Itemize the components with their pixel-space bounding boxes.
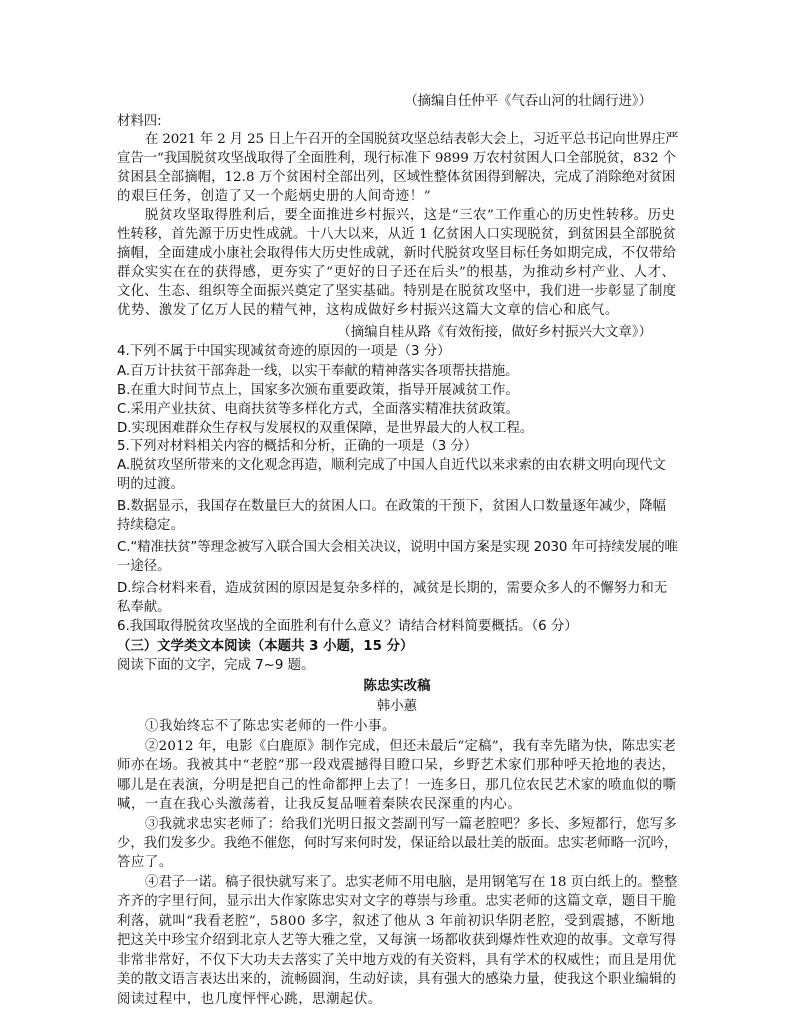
question-4-stem: 4.下列不属于中国实现减贫奇迹的原因的一项是（3 分） xyxy=(117,344,451,359)
paragraph-line: 哪儿是在表演，分明是把自己的性命都押上去了！一连多日，那几位农民艺术家的喷血似的嘶 xyxy=(117,778,677,793)
paragraph-line: 性转移，首先源于历史性成就。十八大以来，从近 1 亿贫困人口实现脱贫，到贫困县全部脱贫 xyxy=(117,227,677,242)
section-3-instruction: 阅读下面的文字，完成 7~9 题。 xyxy=(117,658,315,673)
question-4-option-d: D.实现困难群众生存权与发展权的双重保障，是世界最大的人权工程。 xyxy=(117,421,534,436)
paragraph-line: ②2012 年，电影《白鹿原》制作完成，但还未最后“定稿”，我有幸先睹为快，陈忠实老 xyxy=(145,739,677,754)
article-author: 韩小蕙 xyxy=(376,699,418,714)
question-5-option-d: D.综合材料来看，造成贫困的原因是复杂多样的，减贫是长期的，需要众多人的不懈努力和无 xyxy=(117,581,668,596)
source-citation-material-4: （摘编自桂从路《有效衔接，做好乡村振兴大文章》） xyxy=(337,325,652,340)
question-5-option-c: C.“精准扶贫”等理念被写入联合国大会相关决议，说明中国方案是实现 2030 年可持续发展的唯 xyxy=(117,540,678,555)
question-5-option-c-cont: 一途径。 xyxy=(117,559,171,574)
paragraph-line: 优势、激发了亿万人民的精气神，这构成做好乡村振兴这篇大文章的信心和底气。 xyxy=(117,303,619,318)
question-4-option-a: A.百万计扶贫干部奔赴一线，以实干奉献的精神落实各项帮扶措施。 xyxy=(117,364,519,379)
question-5-option-a-cont: 明的过渡。 xyxy=(117,477,184,492)
question-5-option-b: B.数据显示，我国存在数量巨大的贫困人口。在政策的干预下，贫困人口数量逐年减少，降幅 xyxy=(117,499,667,514)
paragraph-line: 美的散文语言表达出来的，流畅圆润，生动好读，具有强大的感染力量，使我这个职业编辑的 xyxy=(117,972,677,987)
question-5-stem: 5.下列对材料相关内容的概括和分析，正确的一项是（3 分） xyxy=(117,439,478,454)
question-4-option-c: C.采用产业扶贫、电商扶贫等多样化方式，全面落实精准扶贫政策。 xyxy=(117,402,519,417)
paragraph-line: 阅读过程中，也几度怦怦心跳，思潮起伏。 xyxy=(117,992,382,1007)
question-4-option-b: B.在重大时间节点上，国家多次颁布重要政策，指导开展减贫工作。 xyxy=(117,383,519,398)
paragraph-line: ④君子一诺。稿子很快就写来了。忠实老师不用电脑，是用钢笔写在 18 页白纸上的。整整 xyxy=(145,875,678,890)
question-5-option-d-cont: 私奉献。 xyxy=(117,600,171,615)
source-citation-material-3: （摘编自任仲平《气吞山河的壮阔行进》） xyxy=(404,94,652,109)
paragraph-line: 群众实实在在的获得感，更夯实了“更好的日子还在后头”的根基，为推动乡村产业、人才、 xyxy=(117,265,676,280)
question-5-option-a: A.脱贫攻坚所带来的文化观念再造，顺利完成了中国人自近代以来求索的由农耕文明向现代文 xyxy=(117,458,666,473)
question-6-stem: 6.我国取得脱贫攻坚战的全面胜利有什么意义？请结合材料简要概括。（6 分） xyxy=(117,619,578,634)
paragraph-line: ③我就求忠实老师了：给我们光明日报文荟副刊写一篇老腔吧？多长、多短都行，您写多 xyxy=(145,817,677,832)
paragraph-line: 利落，就叫“我看老腔”，5800 多字，叙述了他从 3 年前初识华阴老腔，受到震撼，不断地 xyxy=(117,914,675,929)
article-title: 陈忠实改稿 xyxy=(363,679,431,694)
paragraph-line: 摘帽，全面建成小康社会取得伟大历史性成就，新时代脱贫攻坚目标任务如期完成，不仅带给 xyxy=(117,246,677,261)
paragraph-line: 齐齐的字里行间，显示出大作家陈忠实对文字的尊崇与珍重。忠实老师的这篇文章，题目干脆 xyxy=(117,894,677,909)
paragraph-line: 喊，一直在我心头激荡着，让我反复品咂着秦陕农民深重的内心。 xyxy=(117,797,522,812)
question-5-option-b-cont: 持续稳定。 xyxy=(117,518,184,533)
paragraph-line: ①我始终忘不了陈忠实老师的一件小事。 xyxy=(145,719,396,734)
paragraph-line: 的艰巨任务，创造了又一个彪炳史册的人间奇迹！” xyxy=(117,189,432,204)
paragraph-line: 答应了。 xyxy=(117,855,173,870)
paragraph-line: 师亦在场。我被其中“老腔”那一段戏震撼得目瞪口呆，乡野艺术家们那种呼天抢地的表达， xyxy=(117,758,676,773)
paragraph-line: 文化、生态、组织等全面振兴奠定了坚实基础。特别是在脱贫攻坚中，我们进一步彰显了制度 xyxy=(117,284,677,299)
paragraph-line: 非常非常好，不仅下大功夫去落实了关中地方戏的有关资料，具有学术的权威性；而且是用优 xyxy=(117,953,677,968)
paragraph-line: 脱贫攻坚取得胜利后，要全面推进乡村振兴，这是“三农”工作重心的历史性转移。历史 xyxy=(145,208,676,223)
paragraph-line: 把这关中珍宝介绍到北京人艺等大雅之堂，又每演一场都收获到爆炸性欢迎的故事。文章写得 xyxy=(117,933,677,948)
paragraph-line: 宣告一“我国脱贫攻坚战取得了全面胜利，现行标准下 9899 万农村贫困人口全部脱贫，832 个 xyxy=(117,151,676,166)
paragraph-line: 在 2021 年 2 月 25 日上午召开的全国脱贫攻坚总结表彰大会上，习近平总书记向世界庄严 xyxy=(145,132,679,147)
section-3-heading: （三）文学类文本阅读（本题共 3 小题，15 分） xyxy=(117,639,414,654)
material-4-heading: 材料四: xyxy=(117,114,162,129)
paragraph-line: 少，我们发多少。我绝不催您，何时写来何时发，保证给以最壮美的版面。忠实老师略一沉吟， xyxy=(117,836,678,851)
paragraph-line: 贫困县全部摘帽，12.8 万个贫困村全部出列，区域性整体贫困得到解决，完成了消除绝对贫困 xyxy=(117,170,676,185)
